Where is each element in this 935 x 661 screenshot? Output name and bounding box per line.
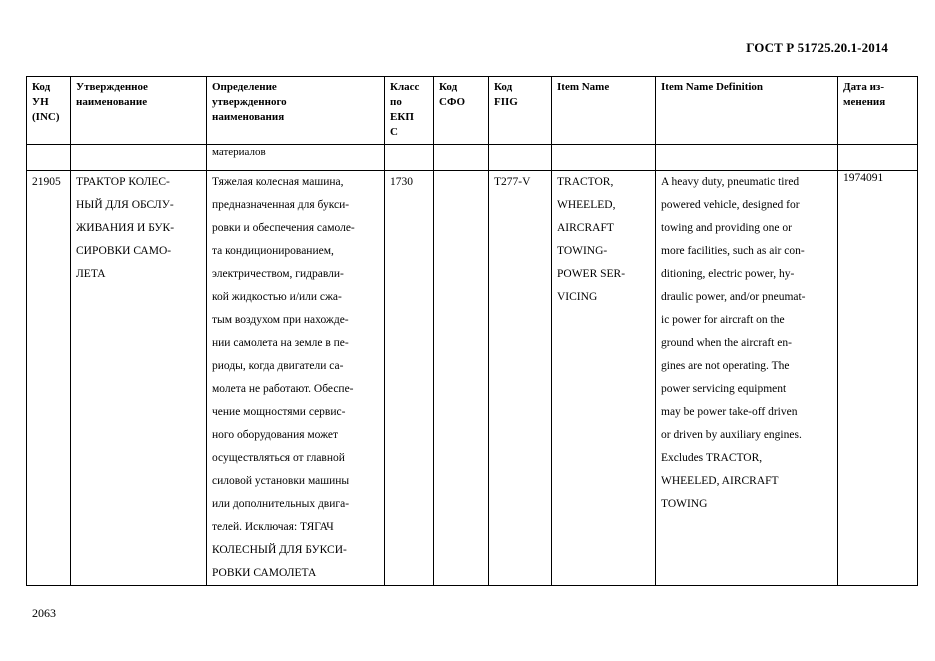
- text-line: ТРАКТОР КОЛЕС-: [76, 176, 170, 188]
- text-line: powered vehicle, designed for: [661, 199, 800, 211]
- text-line: ЛЕТА: [76, 268, 106, 280]
- text-line: VICING: [557, 291, 598, 303]
- text-line: та кондиционированием,: [212, 245, 334, 257]
- text-line: или дополнительных двига-: [212, 498, 350, 510]
- column-header-item-name: [552, 77, 656, 145]
- cell-fiig: T277-V: [489, 171, 552, 586]
- column-header-definition: [207, 77, 385, 145]
- text-line: Дата из-: [843, 81, 884, 93]
- cell-item-name-definition: [656, 171, 838, 586]
- text-line: Item Name Definition: [661, 81, 764, 93]
- text-line: Тяжелая колесная машина,: [212, 176, 344, 188]
- page-number: 2063: [32, 606, 56, 620]
- text-line: draulic power, and/or pneumat-: [661, 291, 806, 303]
- text-line: gines are not operating. The: [661, 360, 790, 372]
- text-line: A heavy duty, pneumatic tired: [661, 176, 800, 188]
- text-line: ic power for aircraft on the: [661, 314, 785, 326]
- text-line: (INC): [32, 111, 60, 123]
- cell-approved-name: [71, 171, 207, 586]
- text-line: кой жидкостью и/или сжа-: [212, 291, 342, 303]
- column-header-inc: [27, 77, 71, 145]
- text-line: НЫЙ ДЛЯ ОБСЛУ-: [76, 199, 174, 211]
- document-standard-code: ГОСТ Р 51725.20.1-2014: [746, 40, 888, 55]
- text-line: электричеством, гидравли-: [212, 268, 344, 280]
- text-line: Класс: [390, 81, 420, 93]
- column-header-class: [385, 77, 434, 145]
- cell-class: 1730: [385, 171, 434, 586]
- text-line: TOWING: [661, 498, 708, 510]
- cell-definition: [207, 171, 385, 586]
- text-line: осуществляться от главной: [212, 452, 345, 464]
- text-line: С: [390, 126, 398, 138]
- text-line: Код: [494, 81, 513, 93]
- text-line: РОВКИ САМОЛЕТА: [212, 567, 317, 579]
- text-line: WHEELED,: [557, 199, 616, 211]
- text-line: ЖИВАНИЯ И БУК-: [76, 222, 175, 234]
- table-header-row: [27, 77, 918, 145]
- table-row: [27, 171, 918, 586]
- continued-definition-text: материалов: [207, 145, 385, 171]
- text-line: УН: [32, 96, 49, 108]
- text-line: менения: [843, 96, 886, 108]
- text-line: чение мощностями сервис-: [212, 406, 346, 418]
- text-line: towing and providing one or: [661, 222, 792, 234]
- text-line: тым воздухом при нахожде-: [212, 314, 349, 326]
- text-line: молета не работают. Обеспе-: [212, 383, 354, 395]
- text-line: power servicing equipment: [661, 383, 787, 395]
- continuation-row: [27, 145, 918, 171]
- column-header-change-date: [838, 77, 918, 145]
- text-line: СИРОВКИ САМО-: [76, 245, 172, 257]
- cell-item-name: [552, 171, 656, 586]
- text-line: Код: [32, 81, 51, 93]
- text-line: Item Name: [557, 81, 610, 93]
- text-line: нии самолета на земле в пе-: [212, 337, 349, 349]
- text-line: more facilities, such as air con-: [661, 245, 805, 257]
- text-line: POWER SER-: [557, 268, 626, 280]
- cell-inc: 21905: [27, 171, 71, 586]
- column-header-sfo: [434, 77, 489, 145]
- text-line: or driven by auxiliary engines.: [661, 429, 802, 441]
- text-line: FIIG: [494, 96, 518, 108]
- text-line: ровки и обеспечения самоле-: [212, 222, 355, 234]
- text-line: ного оборудования может: [212, 429, 339, 441]
- column-header-item-name-definition: [656, 77, 838, 145]
- text-line: TOWING-: [557, 245, 608, 257]
- cell-sfo: [434, 171, 489, 586]
- column-header-fiig: [489, 77, 552, 145]
- text-line: СФО: [439, 96, 466, 108]
- text-line: утвержденного: [212, 96, 287, 108]
- text-line: наименования: [212, 111, 285, 123]
- column-header-approved-name: [71, 77, 207, 145]
- text-line: AIRCRAFT: [557, 222, 614, 234]
- text-line: Утвержденное: [76, 81, 148, 93]
- text-line: Определение: [212, 81, 277, 93]
- text-line: телей. Исключая: ТЯГАЧ: [212, 521, 334, 533]
- nomenclature-table: [26, 76, 918, 586]
- cell-change-date: 1974091: [838, 171, 918, 586]
- text-line: по: [390, 96, 402, 108]
- text-line: ЕКП: [390, 111, 414, 123]
- text-line: ditioning, electric power, hy-: [661, 268, 795, 280]
- text-line: Код: [439, 81, 458, 93]
- text-line: КОЛЕСНЫЙ ДЛЯ БУКСИ-: [212, 544, 347, 556]
- text-line: Excludes TRACTOR,: [661, 452, 763, 464]
- text-line: наименование: [76, 96, 148, 108]
- text-line: ground when the aircraft en-: [661, 337, 792, 349]
- text-line: WHEELED, AIRCRAFT: [661, 475, 779, 487]
- text-line: риоды, когда двигатели са-: [212, 360, 344, 372]
- text-line: may be power take-off driven: [661, 406, 798, 418]
- text-line: предназначенная для букси-: [212, 199, 350, 211]
- text-line: силовой установки машины: [212, 475, 350, 487]
- text-line: TRACTOR,: [557, 176, 614, 188]
